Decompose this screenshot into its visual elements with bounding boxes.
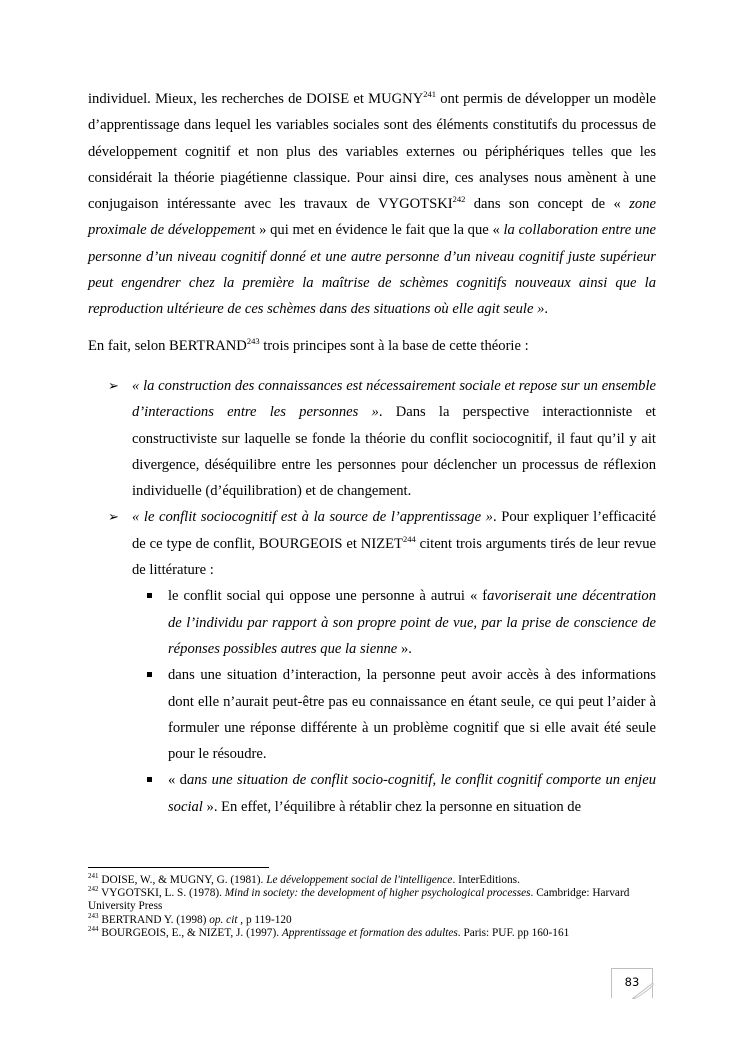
footnote-number: 243 <box>88 911 99 920</box>
footnote-ref[interactable]: 244 <box>402 533 416 544</box>
italic-quote: la collaboration entre une personne d’un niveau cognitif donné et une autre personne d’un niveau cognitif juste supérieur peut engendrer chez la première la maîtrise de schèmes cognitifs nouveaux ainsi que la reproduction ultérieure de ces schèmes dans des situations où elle agit seule » <box>88 222 656 318</box>
text: citent trois arguments tirés de leur revue de littérature : <box>132 535 656 579</box>
text: . Paris: PUF. pp 160-161 <box>457 926 570 939</box>
square-bullet-icon <box>147 593 152 598</box>
text: VYGOTSKI, L. S. (1978). <box>98 887 225 900</box>
page-number: 83 <box>624 975 640 989</box>
text: ont permis de développer un modèle d’apprentissage dans lequel les variables sociales sont des éléments constitutifs du processus de développement cognitif et non plus des variables externes ou périphériques telles que les considérait la théorie piagétienne classique. Pour ainsi dire, ces analyses nous amènent à une conjugaison intéressante avec les travaux de VYGOTSKI <box>88 91 656 213</box>
footnotes <box>88 874 656 940</box>
footnote <box>88 911 656 927</box>
footnote-ref[interactable]: 242 <box>452 194 466 205</box>
italic-quote: avoriserait une décentration de l’individu par rapport à son propre point de vue, par la prise de conscience de réponses possibles autres que la sienne <box>168 588 656 657</box>
text: . <box>544 301 549 318</box>
footnote <box>88 887 656 913</box>
text: . Cambridge: Harvard University Press <box>88 887 630 913</box>
text: dans une situation d’interaction, la personne peut avoir accès à des informations dont elle n’aurait peut-être pas eu connaissance en étant seule, ce qui peut l’aider à formuler une réponse différente à un problème cognitif que si elle avait été seule pour le résoudre. <box>168 667 656 763</box>
text: BERTRAND Y. (1998) <box>98 913 210 926</box>
text: DOISE, W., & MUGNY, G. (1981). <box>98 874 267 886</box>
italic-title: Mind in society: the development of higher psychological processes <box>224 887 531 900</box>
footnote <box>88 874 656 887</box>
square-bullet-icon <box>147 672 152 677</box>
text: trois principes sont à la base de cette théorie : <box>259 337 529 354</box>
footnote <box>88 927 656 940</box>
italic-text: zone proximale de développemen <box>88 196 656 239</box>
list-item-principle-2 <box>88 504 656 583</box>
text: BOURGEOIS, E., & NIZET, J. (1997). <box>98 926 282 939</box>
text: le conflit social qui oppose une personne à autrui « f <box>168 588 488 605</box>
text: . InterEditions. <box>452 874 520 886</box>
footnote-number: 242 <box>88 885 99 894</box>
italic-quote: ans une situation de conflit socio-cognitif, le conflit cognitif comporte un enjeu social <box>168 772 656 815</box>
text: t » qui met en évidence le fait que la que « <box>251 222 504 239</box>
document-body <box>88 86 656 820</box>
footnote-number: 241 <box>88 872 99 881</box>
footnote-ref[interactable]: 243 <box>246 335 260 346</box>
italic-quote: « le conflit sociocognitif est à la source de l’apprentissage » <box>132 509 493 526</box>
sub-list-item-3 <box>88 767 656 820</box>
square-bullet-icon <box>147 777 152 782</box>
list-item-principle-1 <box>88 373 656 504</box>
text: dans son concept de « <box>465 196 630 213</box>
footnote-ref[interactable]: 241 <box>423 89 437 100</box>
footnote-number: 244 <box>88 925 99 934</box>
footnote-separator <box>88 867 269 868</box>
text: , p 119-120 <box>237 913 292 926</box>
paragraph-2 <box>88 333 656 359</box>
sub-list-item-2 <box>88 662 656 767</box>
text: ». <box>397 640 412 657</box>
italic-title: Apprentissage et formation des adultes <box>281 926 458 939</box>
text: ». En effet, l’équilibre à rétablir chez la personne en situation de <box>202 798 582 815</box>
text: . Dans la perspective interactionniste et constructiviste sur laquelle se fonde la théorie du conflit sociocognitif, il faut qu’il y ait divergence, déséquilibre entre les personnes pour déclencher un processus de réflexion individuelle (d’équilibration) et de changement. <box>132 404 656 500</box>
text: . Pour expliquer l’efficacité de ce type de conflit, BOURGEOIS et NIZET <box>132 509 657 552</box>
italic-title: op. cit <box>209 913 238 926</box>
italic-title: Le développement social de l'intelligence <box>266 874 453 886</box>
paragraph-1 <box>88 86 656 323</box>
arrow-bullet-icon: ➢ <box>108 509 119 525</box>
text: En fait, selon BERTRAND <box>88 337 247 354</box>
text: individuel. Mieux, les recherches de DOISE et MUGNY <box>88 91 424 107</box>
italic-quote: « la construction des connaissances est nécessairement sociale et repose sur un ensemble d’interactions entre les personnes » <box>132 377 656 421</box>
text: « d <box>168 772 187 789</box>
sub-list-item-1 <box>88 583 656 662</box>
arrow-bullet-icon: ➢ <box>108 377 119 393</box>
